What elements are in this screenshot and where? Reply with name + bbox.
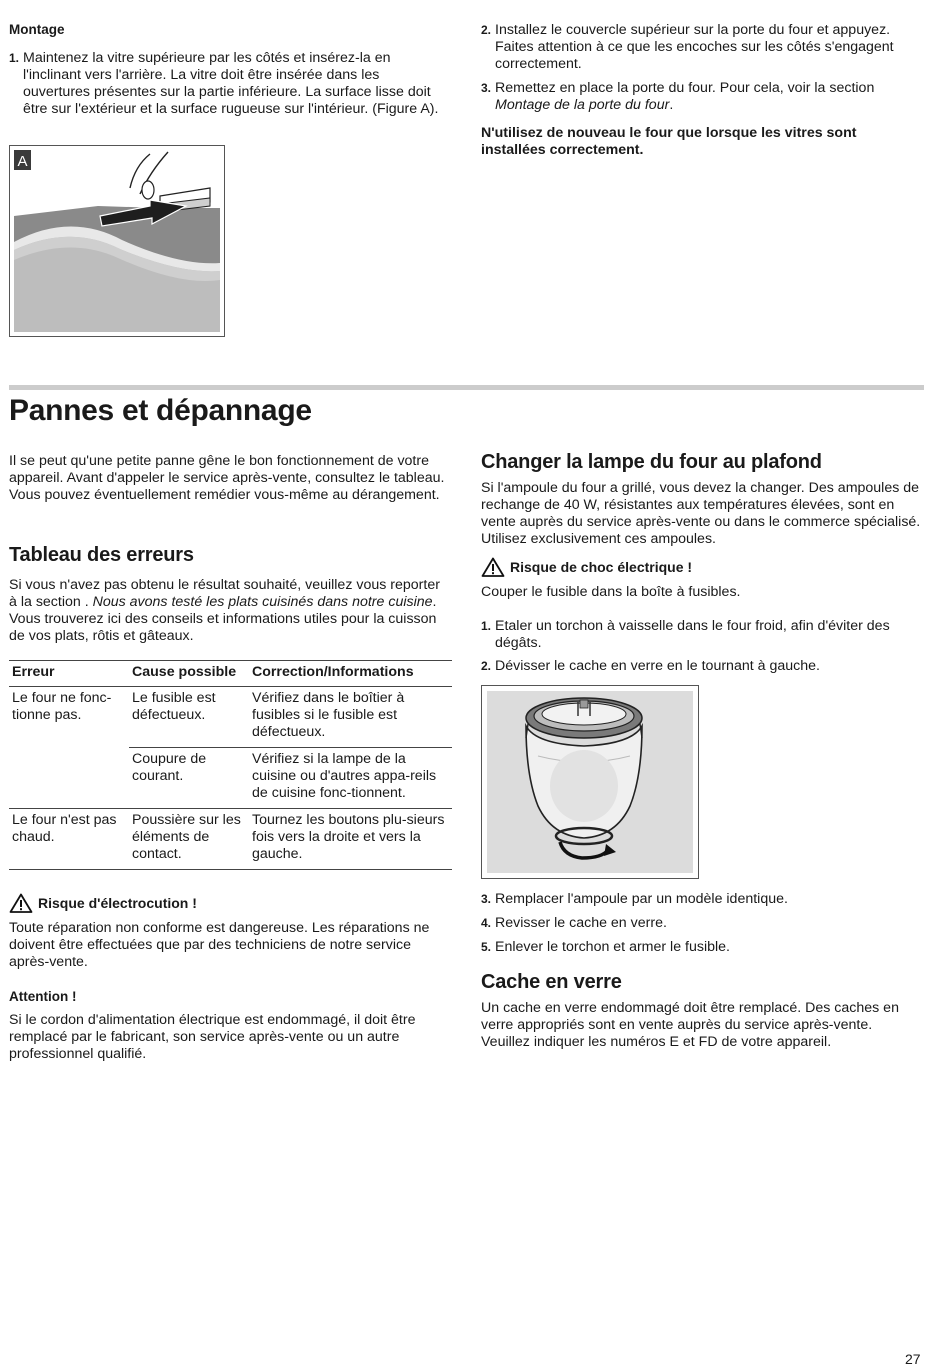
- attention-heading: Attention !: [9, 989, 77, 1004]
- step-text: Enlever le torchon et armer le fusible.: [495, 939, 730, 955]
- pannes-intro: Il se peut qu'une petite panne gêne le bon fonctionnement de votre appareil. Avant d'appeler le service après-vente, consultez le tableau. Vous pouvez éventuellement remédier vous-même au dérangement.: [9, 453, 445, 503]
- montage-step-1: [9, 50, 449, 118]
- montage-steps-left: [9, 50, 449, 118]
- montage-step-3: [481, 80, 921, 114]
- step-text: Remplacer l'ampoule par un modèle identique.: [495, 891, 788, 907]
- section-reference: Montage de la porte du four: [495, 97, 670, 113]
- lampe-step-3: [481, 891, 921, 908]
- lampe-steps-a: [481, 618, 921, 675]
- montage-note: N'utilisez de nouveau le four que lorsque les vitres sont installées correctement.: [481, 125, 857, 158]
- table-cell-cause: Le fusible est défectueux.: [132, 690, 216, 723]
- electrocution-text: Toute réparation non conforme est dangereuse. Les réparations ne doivent être effectuées que par des techniciens de notre service après-vente.: [9, 920, 430, 970]
- tableau-text-end: . Vous trouverez ici des conseils et informations utiles pour la cuisson de vos plats, rôtis et gâteaux.: [9, 594, 437, 644]
- montage-heading: Montage: [9, 22, 65, 37]
- figure-a: [9, 145, 225, 337]
- step-text: Etaler un torchon à vaisselle dans le four froid, afin d'éviter des dégâts.: [495, 618, 890, 651]
- attention-text: Si le cordon d'alimentation électrique est endommagé, il doit être remplacé par le fabricant, son service après-vente ou un autre professionnel qualifié.: [9, 1012, 416, 1062]
- montage-step-2: [481, 22, 921, 73]
- table-row: [9, 687, 452, 748]
- section-divider: [9, 385, 924, 390]
- lampe-step-5: [481, 939, 921, 956]
- lampe-step-1: [481, 618, 921, 652]
- lampe-steps-b: [481, 891, 921, 956]
- page-title: Pannes et dépannage: [9, 394, 312, 427]
- table-header-row: [9, 661, 452, 687]
- table-row: [9, 809, 452, 870]
- tableau-text: Si vous n'avez pas obtenu le résultat souhaité, veuillez vous reporter à la section .: [9, 577, 440, 610]
- table-header-erreur: Erreur: [9, 661, 129, 687]
- table-cell-fix: Vérifiez si la lampe de la cuisine ou d'autres appa-reils de cuisine fonc-tionnent.: [249, 748, 452, 809]
- warning-triangle-icon: [9, 893, 33, 913]
- cache-text: Un cache en verre endommagé doit être remplacé. Des caches en verre appropriés sont en vente auprès du service après-vente. Veuillez indiquer les numéros E et FD de votre appareil.: [481, 1000, 899, 1050]
- step-text: Dévisser le cache en verre en le tournant à gauche.: [495, 658, 820, 674]
- lamp-cover-illustration: [482, 686, 698, 878]
- step-text: Revisser le cache en verre.: [495, 915, 667, 931]
- tableau-heading: Tableau des erreurs: [9, 544, 194, 566]
- lampe-step-2: [481, 658, 921, 675]
- table-cell-error: Le four n'est pas chaud.: [9, 809, 129, 870]
- step-text: Remettez en place la porte du four. Pour cela, voir la section: [495, 80, 875, 96]
- cache-heading: Cache en verre: [481, 971, 622, 993]
- table-header-cause: Cause possible: [129, 661, 249, 687]
- lampe-heading: Changer la lampe du four au plafond: [481, 451, 822, 473]
- page-number: 27: [905, 1351, 921, 1367]
- lampe-intro: Si l'ampoule du four a grillé, vous devez la changer. Des ampoules de rechange de 40 W, résistantes aux températures élevées, sont en vente auprès du service après-vente ou dans le commerce spécialisé. Utilisez exclusivement ces ampoules.: [481, 480, 921, 547]
- tableau-reference: Nous avons testé les plats cuisinés dans notre cuisine: [92, 594, 433, 610]
- step-number: 1.: [481, 619, 492, 633]
- table-cell-fix: Vérifiez dans le boîtier à fusibles si le fusible est défectueux.: [252, 690, 405, 740]
- error-table: [9, 660, 452, 870]
- step-number: 3.: [481, 81, 492, 95]
- step-number: 2.: [481, 659, 492, 673]
- montage-steps-right: [481, 22, 921, 114]
- electrocution-warning: [9, 893, 197, 913]
- step-number: 5.: [481, 940, 492, 954]
- tableau-intro: [9, 577, 449, 645]
- table-cell-cause: Poussière sur les éléments de contact.: [129, 809, 249, 870]
- table-cell-fix: Tournez les boutons plu-sieurs fois vers la droite et vers la gauche.: [249, 809, 452, 870]
- shock-warning: [481, 557, 692, 577]
- table-header-correction: Correction/Informations: [249, 661, 452, 687]
- warning-title: Risque de choc électrique !: [510, 559, 693, 575]
- step-number: 2.: [481, 23, 492, 37]
- shock-text: Couper le fusible dans la boîte à fusibles.: [481, 584, 741, 600]
- figure-label: A: [17, 153, 28, 170]
- step-number: 3.: [481, 892, 492, 906]
- step-text-end: .: [669, 97, 674, 113]
- warning-title: Risque d'électrocution !: [38, 895, 197, 911]
- step-number: 4.: [481, 916, 492, 930]
- lamp-cover-figure: [481, 685, 699, 879]
- table-cell-error: Le four ne fonc-tionne pas.: [12, 690, 112, 723]
- step-text: Maintenez la vitre supérieure par les côtés et insérez-la en l'inclinant vers l'arrière. La vitre doit être insérée dans les ouvertures présentes sur la partie inférieure. La surface lisse doit être sur l'extérieur et la surface rugueuse sur l'intérieur. (Figure A).: [23, 50, 439, 117]
- lampe-step-4: [481, 915, 921, 932]
- glass-insertion-illustration: [10, 146, 224, 336]
- table-cell-cause: Coupure de courant.: [129, 748, 249, 809]
- warning-triangle-icon: [481, 557, 505, 577]
- step-text: Installez le couvercle supérieur sur la porte du four et appuyez. Faites attention à ce que les encoches sur les côtés s'engagent correctement.: [495, 22, 894, 72]
- step-number: 1.: [9, 51, 20, 65]
